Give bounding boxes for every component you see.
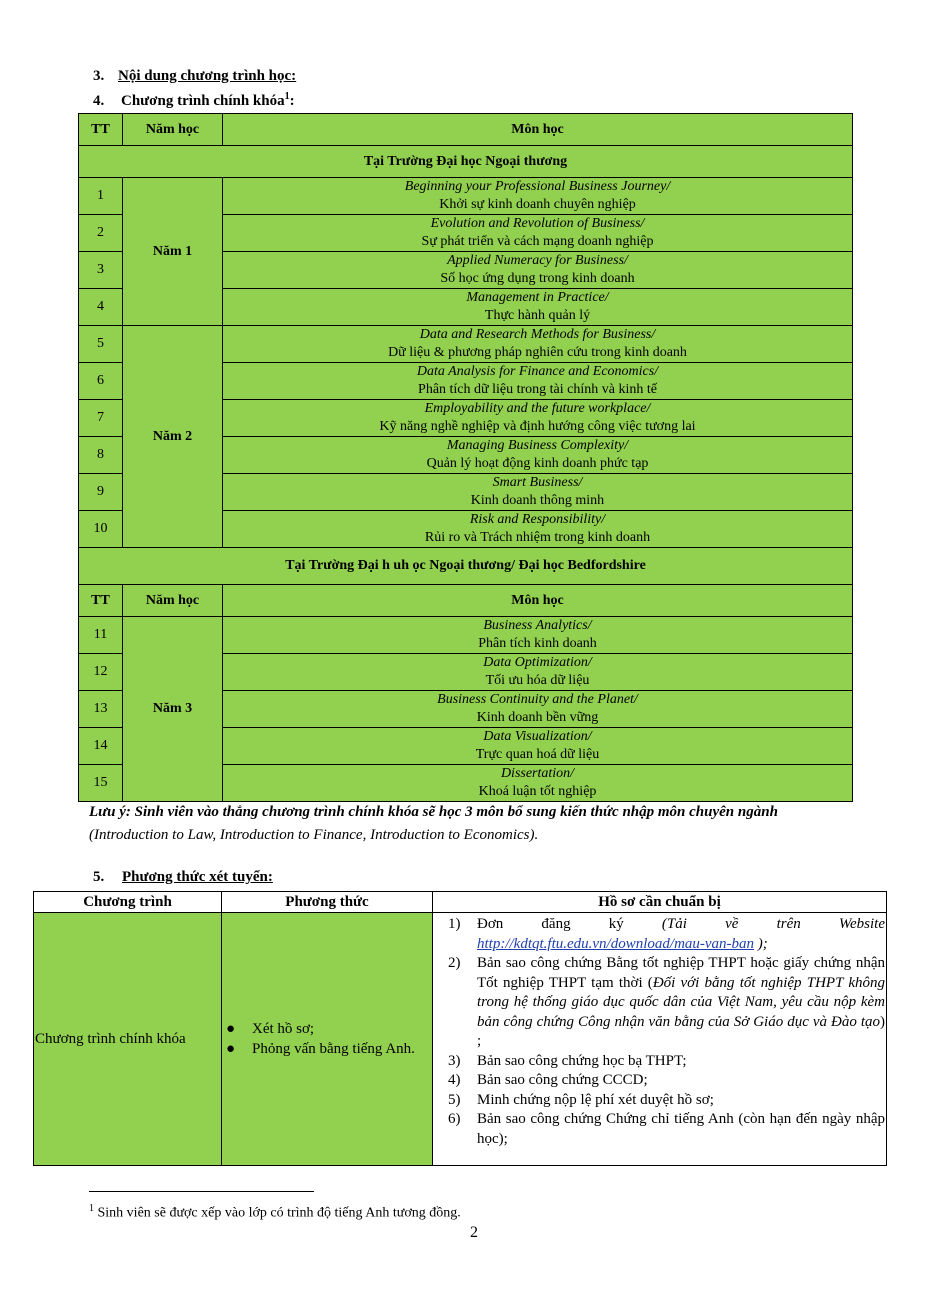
- column-header-subject: Môn học: [223, 585, 853, 617]
- row-number: 1: [79, 178, 123, 215]
- column-header-year: Năm học: [123, 585, 223, 617]
- heading-4: [93, 91, 295, 110]
- course-english-name: Smart Business/: [492, 475, 583, 490]
- course-english-name: Data and Research Methods for Business/: [419, 327, 656, 342]
- table-header-row: [79, 585, 853, 617]
- row-number: 5: [79, 326, 123, 363]
- note-bold: Lưu ý: Sinh viên vào thẳng chương trình chính khóa sẽ học 3 môn bổ sung kiến thức nhập môn chuyên ngành: [89, 804, 778, 820]
- method-item: ● Phỏng vấn bằng tiếng Anh.: [226, 1041, 415, 1057]
- row-number: 2: [79, 215, 123, 252]
- course-english-name: Risk and Responsibility/: [469, 512, 606, 527]
- course-vietnamese-name: Kinh doanh thông minh: [470, 493, 605, 508]
- footnote-text: Sinh viên sẽ được xếp vào lớp có trình độ tiếng Anh tương đồng.: [94, 1205, 461, 1221]
- download-link[interactable]: http://kdtqt.ftu.edu.vn/download/mau-van-ban: [477, 935, 755, 952]
- course-cell: [223, 289, 853, 326]
- row-number: 7: [79, 400, 123, 437]
- document-item: 1) Đơn đăng ký (Tải về trên Website http://kdtqt.ftu.edu.vn/download/mau-van-ban );: [448, 916, 885, 952]
- course-vietnamese-name: Kỹ năng nghề nghiệp và định hướng công việc tương lai: [379, 419, 696, 434]
- row-number: 12: [79, 654, 123, 691]
- admission-row: [34, 913, 887, 1166]
- course-english-name: Beginning your Professional Business Journey/: [404, 179, 671, 194]
- heading-4-number: 4.: [93, 93, 105, 109]
- admission-header-documents: Hồ sơ cần chuẩn bị: [433, 892, 887, 913]
- course-vietnamese-name: Kinh doanh bền vững: [476, 710, 599, 725]
- year-cell: Năm 3: [123, 617, 223, 802]
- heading-5: [93, 869, 273, 886]
- course-vietnamese-name: Phân tích kinh doanh: [478, 636, 597, 651]
- footnote-mark: 1: [89, 1203, 94, 1214]
- course-cell: [223, 437, 853, 474]
- admission-header-program: Chương trình: [34, 892, 222, 913]
- row-number: 13: [79, 691, 123, 728]
- table-row: [79, 617, 853, 654]
- course-cell: [223, 728, 853, 765]
- course-cell: [223, 765, 853, 802]
- heading-5-text: Phương thức xét tuyển:: [122, 869, 273, 885]
- course-english-name: Managing Business Complexity/: [446, 438, 629, 453]
- course-vietnamese-name: Khởi sự kinh doanh chuyên nghiệp: [439, 197, 636, 212]
- row-number: 14: [79, 728, 123, 765]
- section-row: [79, 548, 853, 585]
- course-cell: [223, 474, 853, 511]
- heading-3: [93, 68, 296, 85]
- heading-4-colon: :: [289, 93, 295, 109]
- heading-4-footnote-mark: 1: [284, 91, 290, 102]
- course-cell: [223, 215, 853, 252]
- heading-4-text: Chương trình chính khóa: [121, 93, 285, 109]
- course-english-name: Data Analysis for Finance and Economics/: [416, 364, 659, 379]
- column-header-year: Năm học: [123, 114, 223, 146]
- heading-3-text: Nội dung chương trình học:: [118, 68, 297, 84]
- row-number: 3: [79, 252, 123, 289]
- heading-5-number: 5.: [93, 869, 105, 885]
- row-number: 11: [79, 617, 123, 654]
- course-english-name: Business Analytics/: [483, 618, 592, 633]
- year-cell: Năm 1: [123, 178, 223, 326]
- row-number: 10: [79, 511, 123, 548]
- course-cell: [223, 654, 853, 691]
- admission-methods: [222, 913, 433, 1166]
- table-row: [79, 178, 853, 215]
- course-english-name: Business Continuity and the Planet/: [437, 692, 638, 707]
- bullet-icon: ●: [226, 1041, 236, 1057]
- course-cell: [223, 617, 853, 654]
- course-vietnamese-name: Thực hành quản lý: [484, 308, 591, 323]
- heading-3-number: 3.: [93, 68, 105, 84]
- course-vietnamese-name: Rủi ro và Trách nhiệm trong kinh doanh: [424, 530, 651, 545]
- bullet-icon: ●: [226, 1021, 236, 1037]
- course-vietnamese-name: Phân tích dữ liệu trong tài chính và kinh tế: [418, 382, 657, 397]
- course-cell: [223, 400, 853, 437]
- column-header-subject: Môn học: [223, 114, 853, 146]
- footnote: [89, 1203, 461, 1222]
- table-header-row: [79, 114, 853, 146]
- row-number: 9: [79, 474, 123, 511]
- course-cell: [223, 326, 853, 363]
- row-number: 8: [79, 437, 123, 474]
- course-vietnamese-name: Tối ưu hóa dữ liệu: [485, 673, 590, 688]
- course-cell: [223, 363, 853, 400]
- note-italic: (Introduction to Law, Introduction to Finance, Introduction to Economics).: [89, 827, 539, 843]
- course-cell: [223, 691, 853, 728]
- course-english-name: Data Visualization/: [483, 729, 592, 744]
- column-header-tt: TT: [79, 585, 123, 617]
- row-number: 6: [79, 363, 123, 400]
- admission-header-row: [34, 892, 887, 913]
- course-vietnamese-name: Số học ứng dụng trong kinh doanh: [440, 271, 635, 286]
- course-english-name: Employability and the future workplace/: [424, 401, 651, 416]
- row-number: 4: [79, 289, 123, 326]
- admission-documents: [433, 913, 887, 1166]
- admission-program: Chương trình chính khóa: [34, 913, 222, 1166]
- footnote-separator: [89, 1191, 314, 1192]
- note-paragraph: [89, 801, 849, 847]
- document-item: 4) Bản sao công chứng CCCD;: [448, 1072, 648, 1088]
- section-title: Tại Trường Đại h uh ọc Ngoại thương/ Đại học Bedfordshire: [79, 548, 853, 585]
- page-number: 2: [470, 1224, 478, 1241]
- course-vietnamese-name: Trực quan hoá dữ liệu: [475, 747, 600, 762]
- admission-header-method: Phương thức: [222, 892, 433, 913]
- document-item: 5) Minh chứng nộp lệ phí xét duyệt hồ sơ;: [448, 1091, 714, 1108]
- table-row: [79, 326, 853, 363]
- course-vietnamese-name: Khoá luận tốt nghiệp: [478, 784, 597, 799]
- course-vietnamese-name: Quản lý hoạt động kinh doanh phức tạp: [426, 456, 649, 471]
- course-cell: [223, 252, 853, 289]
- method-item: ● Xét hồ sơ;: [226, 1021, 315, 1037]
- course-vietnamese-name: Sự phát triển và cách mạng doanh nghiệp: [421, 234, 654, 249]
- column-header-tt: TT: [79, 114, 123, 146]
- course-english-name: Applied Numeracy for Business/: [447, 253, 628, 268]
- document-item: 6) Bản sao công chứng Chứng chỉ tiếng Anh (còn hạn đến ngày nhập học);: [448, 1111, 885, 1147]
- course-english-name: Data Optimization/: [483, 655, 592, 670]
- course-vietnamese-name: Dữ liệu & phương pháp nghiên cứu trong kinh doanh: [388, 345, 687, 360]
- curriculum-table: [78, 113, 853, 802]
- document-item: 2) Bản sao công chứng Bằng tốt nghiệp THPT hoặc giấy chứng nhận Tốt nghiệp THPT tạm thời (Đối với bằng tốt nghiệp THPT không trong hệ thống giáo dục quốc dân của Việt Nam, yêu cầu nộp kèm bản công chứng Công nhận văn bằng của Sở Giáo dục và Đào tạo) ;: [448, 955, 885, 1049]
- year-cell: Năm 2: [123, 326, 223, 548]
- course-cell: [223, 511, 853, 548]
- course-cell: [223, 178, 853, 215]
- section-title: Tại Trường Đại học Ngoại thương: [79, 146, 853, 178]
- section-row: [79, 146, 853, 178]
- course-english-name: Evolution and Revolution of Business/: [430, 216, 645, 231]
- admission-table: [33, 891, 887, 1166]
- course-english-name: Management in Practice/: [466, 290, 609, 305]
- document-item: 3) Bản sao công chứng học bạ THPT;: [448, 1052, 687, 1069]
- course-english-name: Dissertation/: [500, 766, 575, 781]
- row-number: 15: [79, 765, 123, 802]
